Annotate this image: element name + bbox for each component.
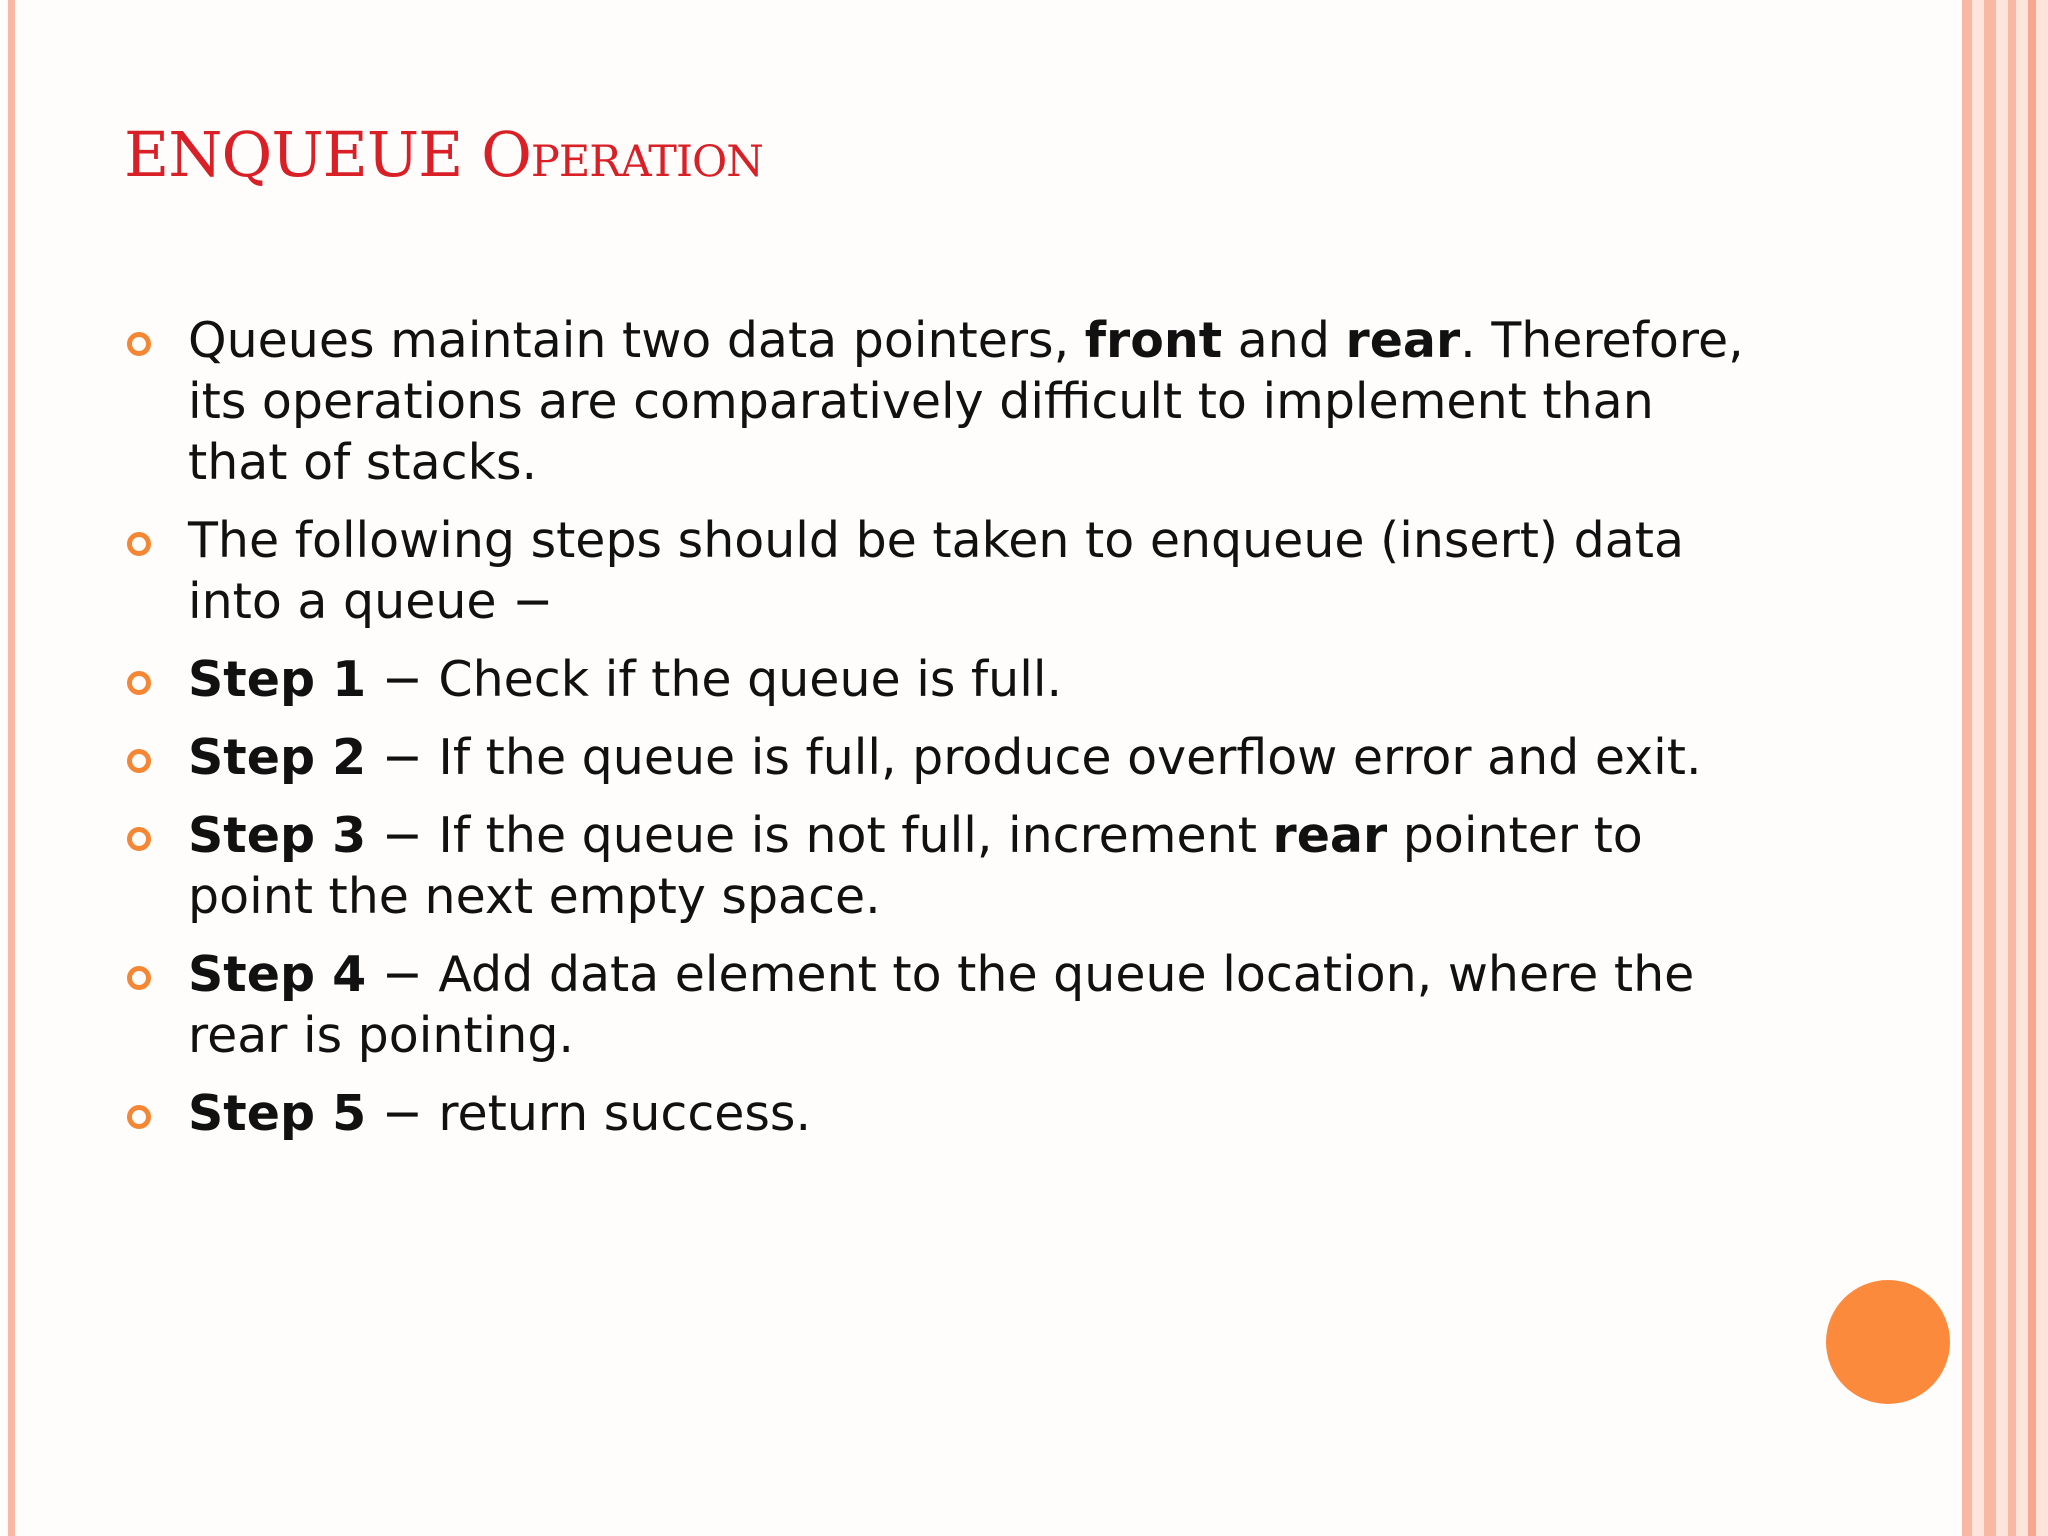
bullet-circle-icon (127, 532, 151, 556)
list-item (124, 510, 1764, 632)
bullet-circle-icon (127, 749, 151, 773)
item-text: − If the queue is full, produce overflow error and exit. (366, 729, 1702, 786)
list-item (124, 649, 1764, 710)
item-text: pointer to point the next empty space. (188, 807, 1643, 925)
bullet-circle-icon (127, 827, 151, 851)
list-item (124, 944, 1764, 1066)
step-label: Step 1 (188, 651, 367, 708)
slide-title (124, 118, 763, 191)
title-word-operation: Operation (481, 118, 763, 191)
item-text: − return success. (366, 1085, 812, 1142)
item-bold-text: rear (1272, 807, 1388, 864)
title-word-enqueue: ENQUEUE (124, 118, 463, 191)
list-item (124, 310, 1764, 493)
item-bold-text: front (1084, 312, 1223, 369)
item-text: − Check if the queue is full. (366, 651, 1063, 708)
item-text: − If the queue is not full, increment (366, 807, 1273, 864)
bullet-circle-icon (127, 1105, 151, 1129)
item-text: and (1222, 312, 1346, 369)
decorative-circle (1826, 1280, 1950, 1404)
step-label: Step 3 (188, 807, 367, 864)
bullet-circle-icon (127, 966, 151, 990)
bullet-circle-icon (127, 332, 151, 356)
right-border-stripe (1984, 0, 1996, 1536)
item-bold-text: rear (1345, 312, 1461, 369)
bullet-circle-icon (127, 671, 151, 695)
left-border-stripe (8, 0, 15, 1536)
right-border-stripe (2008, 0, 2016, 1536)
bullet-list (124, 310, 1764, 1161)
item-text: The following steps should be taken to enqueue (insert) data into a queue − (188, 512, 1684, 630)
step-label: Step 2 (188, 729, 367, 786)
list-item (124, 805, 1764, 927)
right-border-stripe (1962, 0, 1972, 1536)
item-text: . Therefore, its operations are comparatively difficult to implement than that of stacks. (188, 312, 1744, 491)
step-label: Step 4 (188, 946, 367, 1003)
item-text: Queues maintain two data pointers, (188, 312, 1085, 369)
list-item (124, 1083, 1764, 1144)
step-label: Step 5 (188, 1085, 367, 1142)
item-text: − Add data element to the queue location, where the rear is pointing. (188, 946, 1695, 1064)
right-border-stripe (2028, 0, 2036, 1536)
list-item (124, 727, 1764, 788)
